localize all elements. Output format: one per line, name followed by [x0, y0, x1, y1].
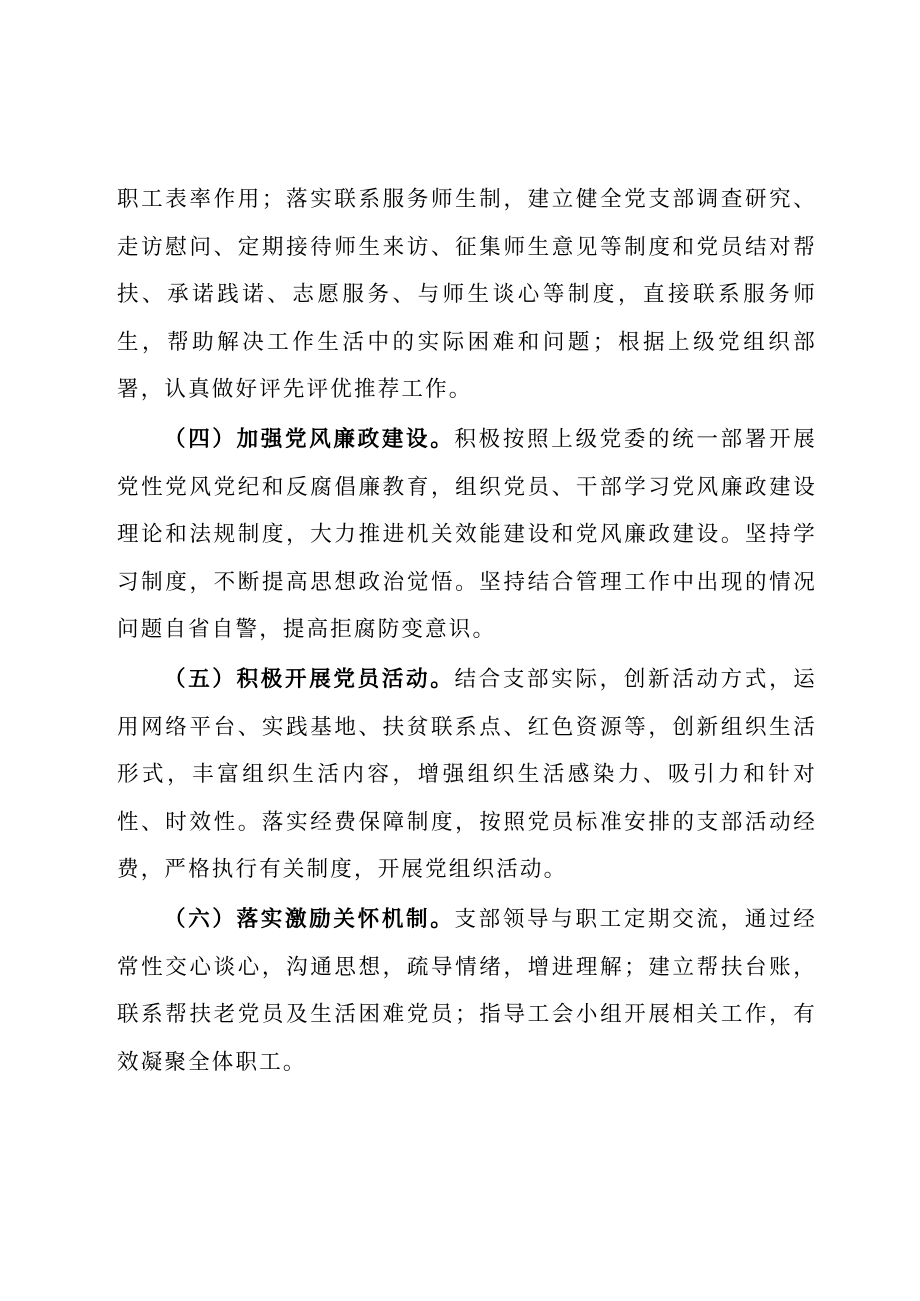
- section-heading: （六）落实激励关怀机制。: [164, 906, 455, 932]
- paragraph-text: 积极按照上级党委的统一部署开展党性党风党纪和反腐倡廉教育，组织党员、干部学习党风廉政建设理论和法规制度，大力推进机关效能建设和党风廉政建设。坚持学习制度，不断提高思想政治觉悟。坚持结合管理工作中出现的情况问题自省自警，提高拒腐防变意识。: [117, 426, 817, 643]
- document-body: [117, 176, 817, 1086]
- paragraph-section-5: [117, 656, 817, 894]
- paragraph-section-4: [117, 416, 817, 654]
- paragraph-text: 结合支部实际，创新活动方式，运用网络平台、实践基地、扶贫联系点、红色资源等，创新组织生活形式，丰富组织生活内容，增强组织生活感染力、吸引力和针对性、时效性。落实经费保障制度，按照党员标准安排的支部活动经费，严格执行有关制度，开展党组织活动。: [117, 666, 817, 883]
- paragraph-text: 支部领导与职工定期交流，通过经常性交心谈心，沟通思想，疏导情绪，增进理解；建立帮扶台账，联系帮扶老党员及生活困难党员；指导工会小组开展相关工作，有效凝聚全体职工。: [117, 906, 817, 1075]
- paragraph-section-6: [117, 896, 817, 1086]
- section-heading: （四）加强党风廉政建设。: [164, 426, 455, 452]
- paragraph-text: 职工表率作用；落实联系服务师生制，建立健全党支部调查研究、走访慰问、定期接待师生来访、征集师生意见等制度和党员结对帮扶、承诺践诺、志愿服务、与师生谈心等制度，直接联系服务师生，帮助解决工作生活中的实际困难和问题；根据上级党组织部署，认真做好评先评优推荐工作。: [117, 187, 817, 403]
- paragraph-continuation: [117, 176, 817, 414]
- section-heading: （五）积极开展党员活动。: [164, 666, 455, 692]
